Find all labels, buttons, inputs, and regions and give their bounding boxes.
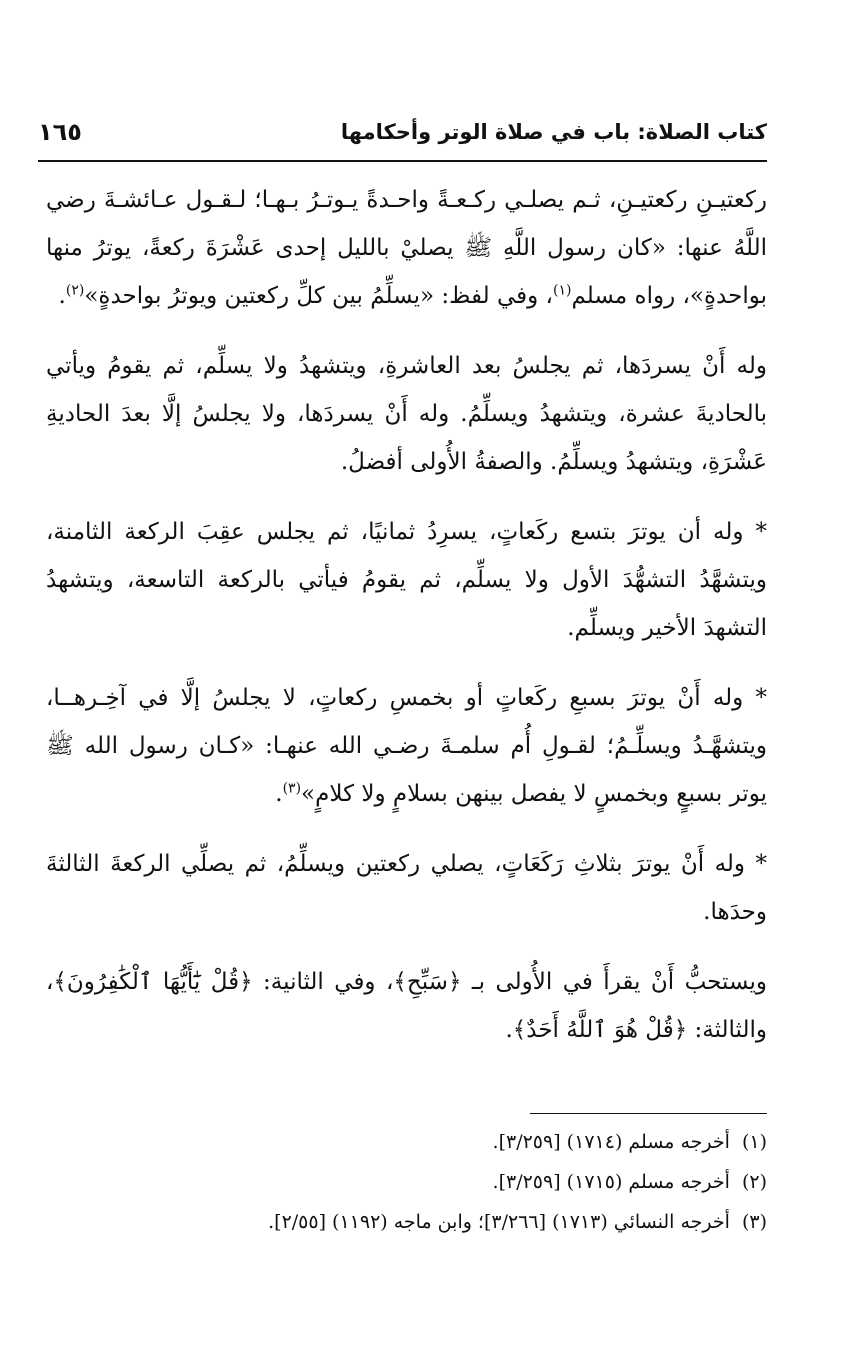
footnote-item — [46, 1202, 767, 1242]
footnote-ref-1: (١) — [552, 282, 572, 299]
footnote-ref-2: (٢) — [65, 282, 85, 299]
header-divider — [38, 160, 767, 162]
footnote-item — [46, 1122, 767, 1162]
footnote-number: (١) — [741, 1131, 767, 1153]
footnote-item — [46, 1162, 767, 1202]
footnote-text: أخرجه النسائي (١٧١٣) [٣/٢٦٦]؛ وابن ماجه (١١٩٢) [٢/٥٥]. — [268, 1211, 730, 1233]
footnote-ref-3: (٣) — [282, 780, 302, 797]
paragraph-2: وله أَنْ يسردَها، ثم يجلسُ بعد العاشرةِ، ويتشهدُ ولا يسلِّم، ثم يقومُ ويأتي بالحاديةَ عشرة، ويتشهدُ ويسلِّمُ. وله أَنْ يسردَها، ولا يجلسُ إلَّا بعدَ الحاديةِ عَشْرَةِ، ويتشهدُ ويسلِّمُ. والصفةُ الأُولى أفضلُ. — [46, 353, 767, 475]
footnote-text: أخرجه مسلم (١٧١٤) [٣/٢٥٩]. — [492, 1131, 730, 1153]
paragraph-1 — [46, 176, 767, 320]
page-header — [38, 112, 767, 162]
paragraph-6: ويستحبُّ أَنْ يقرأَ في الأُولى بـ ﴿سَبِّحِ﴾، وفي الثانية: ﴿قُلْ يَٰٓأَيُّهَا ٱلْكَٰفِرُونَ﴾، والثالثة: ﴿قُلْ هُوَ ٱللَّهُ أَحَدٌ﴾. — [46, 969, 767, 1043]
footnote-number: (٣) — [741, 1211, 767, 1233]
page-number: ١٦٥ — [38, 118, 82, 146]
footnote-text: أخرجه مسلم (١٧١٥) [٣/٢٥٩]. — [492, 1171, 730, 1193]
paragraph-1-text-c: . — [58, 283, 66, 309]
paragraph-4-text-a: * وله أَنْ يوترَ بسبعِ ركَعاتٍ أو بخمسِ ركعاتٍ، لا يجلسُ إلَّا في آخِـرهــا، ويتشهَّـدُ ويسلِّـمُ؛ لقـولِ أُم سلمـةَ رضـي الله عنهـا: «كـان رسول الله ﷺ يوتر بسبعٍ وبخمسٍ لا يفصل بينهن بسلامٍ ولا كلامٍ» — [46, 685, 767, 807]
paragraph-3: * وله أن يوترَ بتسع ركَعاتٍ، يسرِدُ ثمانيًا، ثم يجلس عقِبَ الركعة الثامنة، ويتشهَّدُ التشهُّدَ الأول ولا يسلِّم، ثم يقومُ فيأتي بالركعة التاسعة، ويتشهدُ التشهدَ الأخير ويسلِّم. — [46, 519, 767, 641]
paragraph-4-text-b: . — [275, 781, 283, 807]
footnote-divider — [530, 1113, 767, 1114]
footnotes — [46, 1122, 767, 1242]
main-text — [46, 176, 767, 1076]
paragraph-1-text-b: ، وفي لفظ: «يسلِّمُ بين كلِّ ركعتين ويوترُ بواحدةٍ» — [84, 283, 553, 309]
paragraph-4 — [46, 674, 767, 818]
footnote-number: (٢) — [741, 1171, 767, 1193]
paragraph-1-text-a: ركعتيـنِ ركعتيـنِ، ثـم يصلـي ركـعـةً واحـدةً يـوتـرُ بـهـا؛ لـقـول عـائشـةَ رضي اللَّهُ عنها: «كان رسول اللَّهِ ﷺ يصليْ بالليل إحدى عَشْرَةَ ركعةً، يوترُ منها بواحدةٍ»، رواه مسلم — [46, 187, 767, 309]
running-title: كتاب الصلاة: باب في صلاة الوتر وأحكامها — [340, 120, 767, 144]
paragraph-5: * وله أَنْ يوترَ بثلاثِ رَكَعَاتٍ، يصلي ركعتين ويسلِّمُ، ثم يصلِّي الركعةَ الثالثةَ وحدَها. — [46, 851, 767, 925]
